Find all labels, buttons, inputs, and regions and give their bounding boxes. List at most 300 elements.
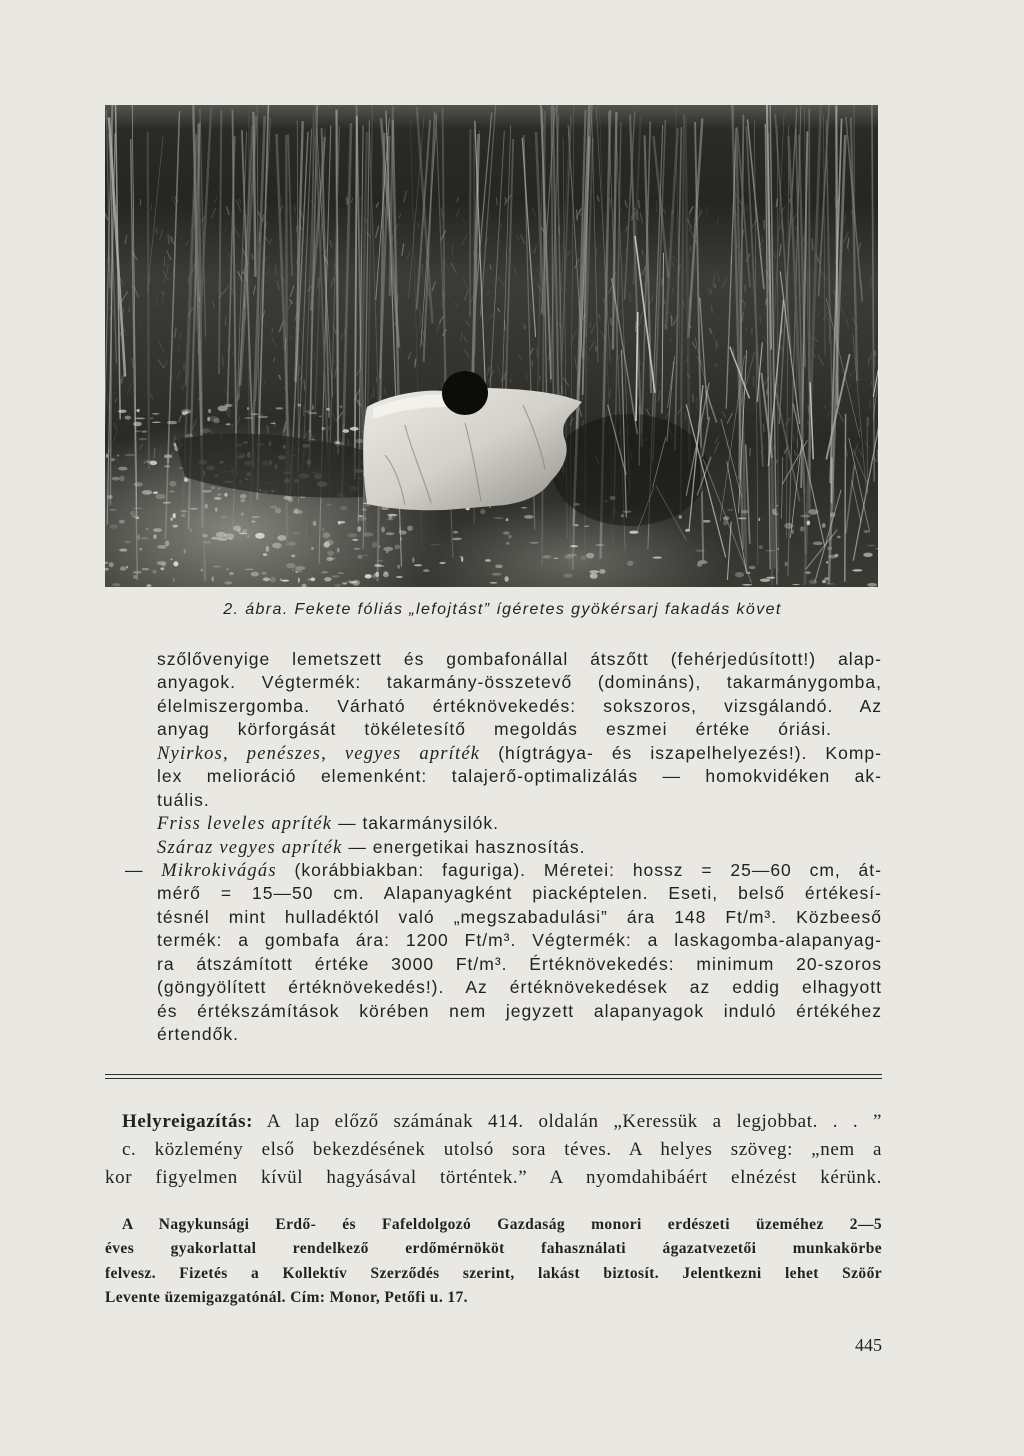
ground-speck [331,575,339,577]
ground-speck [243,529,248,532]
ground-speck [325,541,329,543]
ground-speck [374,564,381,567]
ground-speck [679,515,682,518]
ground-speck [738,518,747,520]
ground-speck [703,520,711,523]
ground-speck [792,529,794,534]
ground-speck [590,573,598,579]
ground-speck [133,575,137,579]
figure-photo [105,105,878,587]
ground-speck [357,517,367,521]
correction-notice [105,1108,882,1192]
italic-term: Nyirkos, penészes, vegyes apríték [157,743,481,764]
ground-speck [809,580,817,585]
ground-speck [283,496,291,500]
grass-blade [420,307,421,314]
ground-speck [208,409,211,413]
ground-speck [378,545,380,548]
page-number: 445 [855,1335,882,1355]
ground-speck [480,509,485,514]
ground-speck [263,553,267,556]
ground-speck [111,458,115,461]
grass-blade [442,299,443,307]
ground-speck [117,455,119,457]
ground-speck [152,413,159,415]
ground-speck [120,566,127,570]
ground-speck [294,508,299,514]
ground-speck [226,423,231,425]
ground-speck [324,577,332,581]
ground-speck [153,528,162,532]
ground-speck [584,525,589,527]
ground-speck [106,454,108,458]
grass-blade [690,246,691,252]
ground-speck [776,505,778,507]
ground-speck [224,581,232,584]
ground-speck [153,491,158,494]
ground-speck [321,571,328,573]
ground-speck [826,561,828,564]
ground-speck [142,490,152,495]
ground-speck [430,544,440,545]
ground-speck [494,517,504,518]
ground-speck [452,538,462,541]
ground-speck [321,427,325,430]
ground-speck [164,465,170,467]
tree-stem [148,132,149,470]
ground-speck [134,482,144,486]
ground-speck [813,542,823,546]
ground-speck [144,462,146,464]
ground-speck [824,577,829,580]
ground-speck [326,408,329,411]
body-line: lex melioráció elemenként: talajerő-optimalizálás — homokvidéken ak- [157,766,882,787]
ground-speck [251,572,259,577]
ground-speck [270,577,276,583]
ground-speck [567,554,578,557]
body-line: termék: a gombafa ára: 1200 Ft/m³. Végtermék: a laskagomba-alapanyag- [157,930,882,951]
ground-speck [136,409,139,412]
correction-line: c. közlemény első bekezdésének utolsó sora téves. A helyes szöveg: „nem a [122,1139,882,1160]
ground-speck [864,530,869,532]
twig [845,414,846,582]
ground-speck [524,515,534,519]
ground-speck [800,526,805,531]
ground-speck [343,429,349,433]
ground-speck [190,528,193,532]
ground-speck [356,439,364,443]
ground-speck [507,578,509,581]
ground-speck [224,533,234,538]
ground-speck [372,542,378,548]
ground-speck [169,481,176,487]
grass-blade [671,316,672,327]
ground-speck [138,438,147,440]
line-text: A lap előző számának 414. oldalán „Keressük a legjobbat. . . ” [253,1111,882,1132]
ground-speck [387,519,395,521]
ground-speck [363,555,369,556]
twig [639,405,640,465]
ground-speck [503,531,510,534]
ground-speck [295,569,302,573]
ground-speck [765,550,776,551]
correction-line: kor figyelmen kívül hagyásával történtek.” A nyomdahibáért elnézést kérünk. [105,1167,882,1188]
tree-stem [809,109,810,511]
italic-term: Mikrokivágás [161,860,277,881]
ground-speck [377,560,383,562]
ground-speck [868,545,876,547]
line-text: — takarmánysilók. [332,813,500,834]
ground-speck [150,417,154,419]
ground-speck [213,566,222,568]
ground-speck [627,561,633,566]
grass-blade [662,279,663,286]
ground-speck [185,411,188,413]
ground-speck [147,461,151,463]
grass-blade [168,234,169,245]
grass-blade [611,318,612,325]
ground-speck [211,486,215,489]
ground-speck [727,509,733,512]
ground-speck [137,534,140,540]
ground-speck [244,417,253,419]
ground-speck [742,584,752,586]
ground-speck [292,532,301,534]
ground-speck [171,518,173,521]
ground-speck [189,508,198,510]
ground-speck [201,428,211,433]
ground-speck [322,528,324,530]
ground-speck [495,565,502,569]
ground-speck [822,580,826,584]
ground-speck [125,416,131,420]
ground-speck [263,577,270,581]
ground-speck [852,569,862,571]
ground-speck [160,567,164,570]
ground-speck [400,537,402,540]
ground-speck [397,565,400,569]
ground-speck [251,521,255,523]
ground-speck [107,495,112,499]
ground-speck [211,537,220,540]
ground-speck [358,515,364,516]
body-line: és értékszámítások körében nem jegyzett alapanyagok induló értékéhez [157,1000,882,1021]
body-line [157,742,882,765]
ground-speck [155,494,165,499]
ground-speck [239,533,248,535]
body-line: élelmiszergomba. Várható értéknövekedés: sokszoros, vizsgálandó. Az [157,695,882,716]
body-line: mérő = 15—50 cm. Alapanyagként piacképtelen. Eseti, belső értékesí- [157,883,882,904]
announcement-line: éves gyakorlattal rendelkező erdőmérnököt fahasználati ágazatvezetői munkakörbe [105,1240,882,1258]
ground-speck [202,534,208,538]
ground-speck [165,541,169,547]
ground-speck [153,534,156,539]
ground-speck [286,563,295,568]
grass-blade [596,346,597,352]
ground-speck [181,514,185,517]
ground-speck [313,521,317,526]
body-line: értendők. [157,1024,239,1044]
announcement-line: A Nagykunsági Erdő- és Fafeldolgozó Gazdaság monori erdészeti üzeméhez 2—5 [122,1216,882,1233]
ground-speck [352,580,360,586]
line-text: (korábbiakban: faguriga). Méretei: hossz = 25—60 cm, át- [276,859,882,880]
ground-speck [822,523,826,528]
body-line: szőlővenyige lemetszett és gombafonállal átszőtt (fehérjedúsított!) alap- [157,649,882,669]
ground-speck [207,417,210,422]
ground-speck [423,569,429,572]
ground-speck [695,550,705,552]
ground-speck [807,521,811,526]
ground-speck [214,497,222,500]
ground-speck [164,454,172,458]
ground-speck [118,410,126,413]
ground-speck [490,582,498,584]
grass-blade [760,316,761,323]
ground-speck [800,515,811,518]
ground-speck [298,404,302,407]
correction-label: Helyreigazítás: [122,1111,254,1132]
ground-speck [414,564,423,566]
ground-speck [139,548,142,551]
body-line: (göngyölített értéknövekedés!). Az értéknövekedések az eddig elhagyott [157,977,882,998]
ground-speck [270,423,275,424]
ground-speck [383,547,393,551]
ground-speck [453,531,458,534]
ground-speck [266,546,269,552]
ground-speck [212,576,215,581]
ground-speck [170,559,172,561]
ground-speck [146,528,148,531]
ground-speck [309,430,311,433]
body-line [125,859,882,882]
ground-speck [125,454,135,457]
ground-speck [201,569,204,572]
grass-blade [699,206,700,213]
ground-speck [586,553,594,559]
grass-blade [877,450,878,462]
grass-blade [715,284,716,288]
ground-speck [589,570,599,573]
line-text: — energetikai hasznosítás. [342,836,586,857]
ground-speck [785,562,788,567]
ground-speck [141,537,149,539]
ground-speck [348,533,358,537]
ground-speck [298,578,300,583]
ground-speck [342,582,347,584]
ground-speck [867,583,877,587]
ground-speck [229,572,233,575]
ground-speck [124,541,131,543]
job-announcement [105,1213,882,1310]
ground-speck [766,577,775,579]
ground-speck [506,518,509,521]
ground-speck [173,577,175,581]
ground-speck [110,524,118,528]
ground-speck [760,579,770,582]
ground-speck [835,554,839,557]
ground-speck [226,569,229,570]
ground-speck [130,511,136,516]
ground-speck [109,509,117,511]
ground-speck [361,508,367,510]
ground-speck [381,527,385,533]
ground-speck [215,507,217,512]
body-line [157,836,882,859]
ground-speck [135,430,141,432]
ground-speck [119,549,127,551]
ground-speck [697,563,702,567]
ground-speck [759,545,763,549]
ground-speck [167,421,177,424]
ground-speck [224,404,232,407]
ground-speck [553,558,559,559]
ground-speck [147,584,152,587]
ground-speck [338,521,346,524]
ground-speck [169,490,176,492]
ground-speck [167,459,170,464]
ground-speck [244,569,254,570]
grass-blade [188,276,189,284]
black-foil-cap [442,371,488,415]
ground-speck [251,516,260,518]
ground-speck [327,504,332,505]
announcement-line: Levente üzemigazgatónál. Cím: Monor, Petőfi u. 17. [105,1288,468,1306]
grass-blade [750,448,751,456]
ground-speck [119,520,125,524]
ground-speck [492,573,502,576]
ground-speck [340,406,343,408]
grass-blade [712,306,713,314]
ground-speck [288,542,296,546]
ground-speck [308,412,318,414]
ground-speck [735,572,744,577]
grass-blade [871,353,872,360]
ground-speck [112,583,120,586]
ground-speck [241,512,244,515]
grass-blade [225,316,226,326]
ground-speck [319,416,322,418]
ground-speck [595,544,604,546]
ground-speck [157,561,167,565]
ground-speck [542,555,551,559]
ground-speck [281,580,289,582]
ground-speck [805,571,811,574]
ground-speck [485,559,491,562]
ground-speck [258,416,269,418]
correction-line [105,1108,882,1136]
italic-term: Friss leveles apríték [157,814,333,835]
ground-speck [119,476,124,482]
ground-speck [181,510,188,512]
ground-speck [135,418,146,420]
ground-speck [152,570,156,574]
ground-speck [272,543,282,549]
ground-speck [311,547,314,550]
ground-speck [277,535,286,541]
line-text: (hígtrágya- és iszapelhelyezés!). Komp- [480,742,882,763]
ground-speck [157,545,167,549]
ground-speck [261,572,267,576]
ground-speck [506,542,509,545]
ground-speck [412,557,414,563]
ground-speck [792,584,800,585]
ground-speck [270,506,277,509]
ground-speck [295,566,305,570]
ground-speck [118,467,127,471]
ground-speck [312,404,314,410]
ground-speck [246,534,250,538]
ground-speck [247,407,249,410]
ground-speck [250,413,259,415]
ground-speck [221,516,227,517]
ground-speck [335,584,341,587]
ground-speck [827,546,832,550]
stump-shadow [552,414,708,526]
ground-speck [353,539,359,541]
ground-speck [152,422,161,423]
ground-speck [340,506,347,510]
body-line: tuális. [157,789,210,810]
ground-speck [304,411,311,413]
ground-speck [564,574,573,578]
ground-speck [327,551,334,556]
ground-speck [357,555,362,559]
ground-speck [205,504,209,509]
ground-speck [570,545,578,547]
ground-speck [112,477,120,481]
ground-speck [202,490,212,493]
ground-speck [758,518,760,521]
ground-speck [365,574,372,578]
ground-speck [275,508,281,513]
ground-speck [203,541,212,544]
ground-speck [133,422,142,427]
ground-speck [825,583,835,584]
ground-speck [141,430,147,432]
ground-speck [280,578,282,580]
ground-speck [240,499,245,503]
ground-speck [184,478,189,482]
body-line: tésnél mint hulladéktól való „megszabadulási” ára 148 Ft/m³. Közbeeső [157,906,882,927]
body-line: anyagok. Végtermék: takarmány-összetevő (domináns), takarmánygomba, [157,672,882,693]
ground-speck [837,536,841,539]
ground-speck [574,524,578,526]
dash: — [125,859,162,880]
ground-speck [653,557,662,559]
ground-speck [109,562,114,567]
ground-speck [163,502,172,504]
ground-speck [386,532,395,535]
announcement-line: felvesz. Fizetés a Kollektív Szerződés szerint, lakást biztosít. Jelentkezni lehet Szöőr [105,1264,882,1282]
ground-speck [389,517,396,519]
grass-blade [154,448,155,459]
ground-speck [741,510,749,514]
ground-speck [184,549,186,554]
ground-speck [311,577,316,581]
grass-blade [685,413,686,421]
ground-speck [141,568,149,570]
ground-speck [407,526,413,531]
ground-speck [173,561,178,566]
ground-speck [354,548,361,550]
ground-speck [394,545,400,550]
ground-speck [217,487,221,490]
ground-speck [357,526,361,532]
ground-speck [777,548,779,550]
ground-speck [863,553,873,557]
ground-speck [132,515,139,518]
ground-speck [530,542,539,544]
